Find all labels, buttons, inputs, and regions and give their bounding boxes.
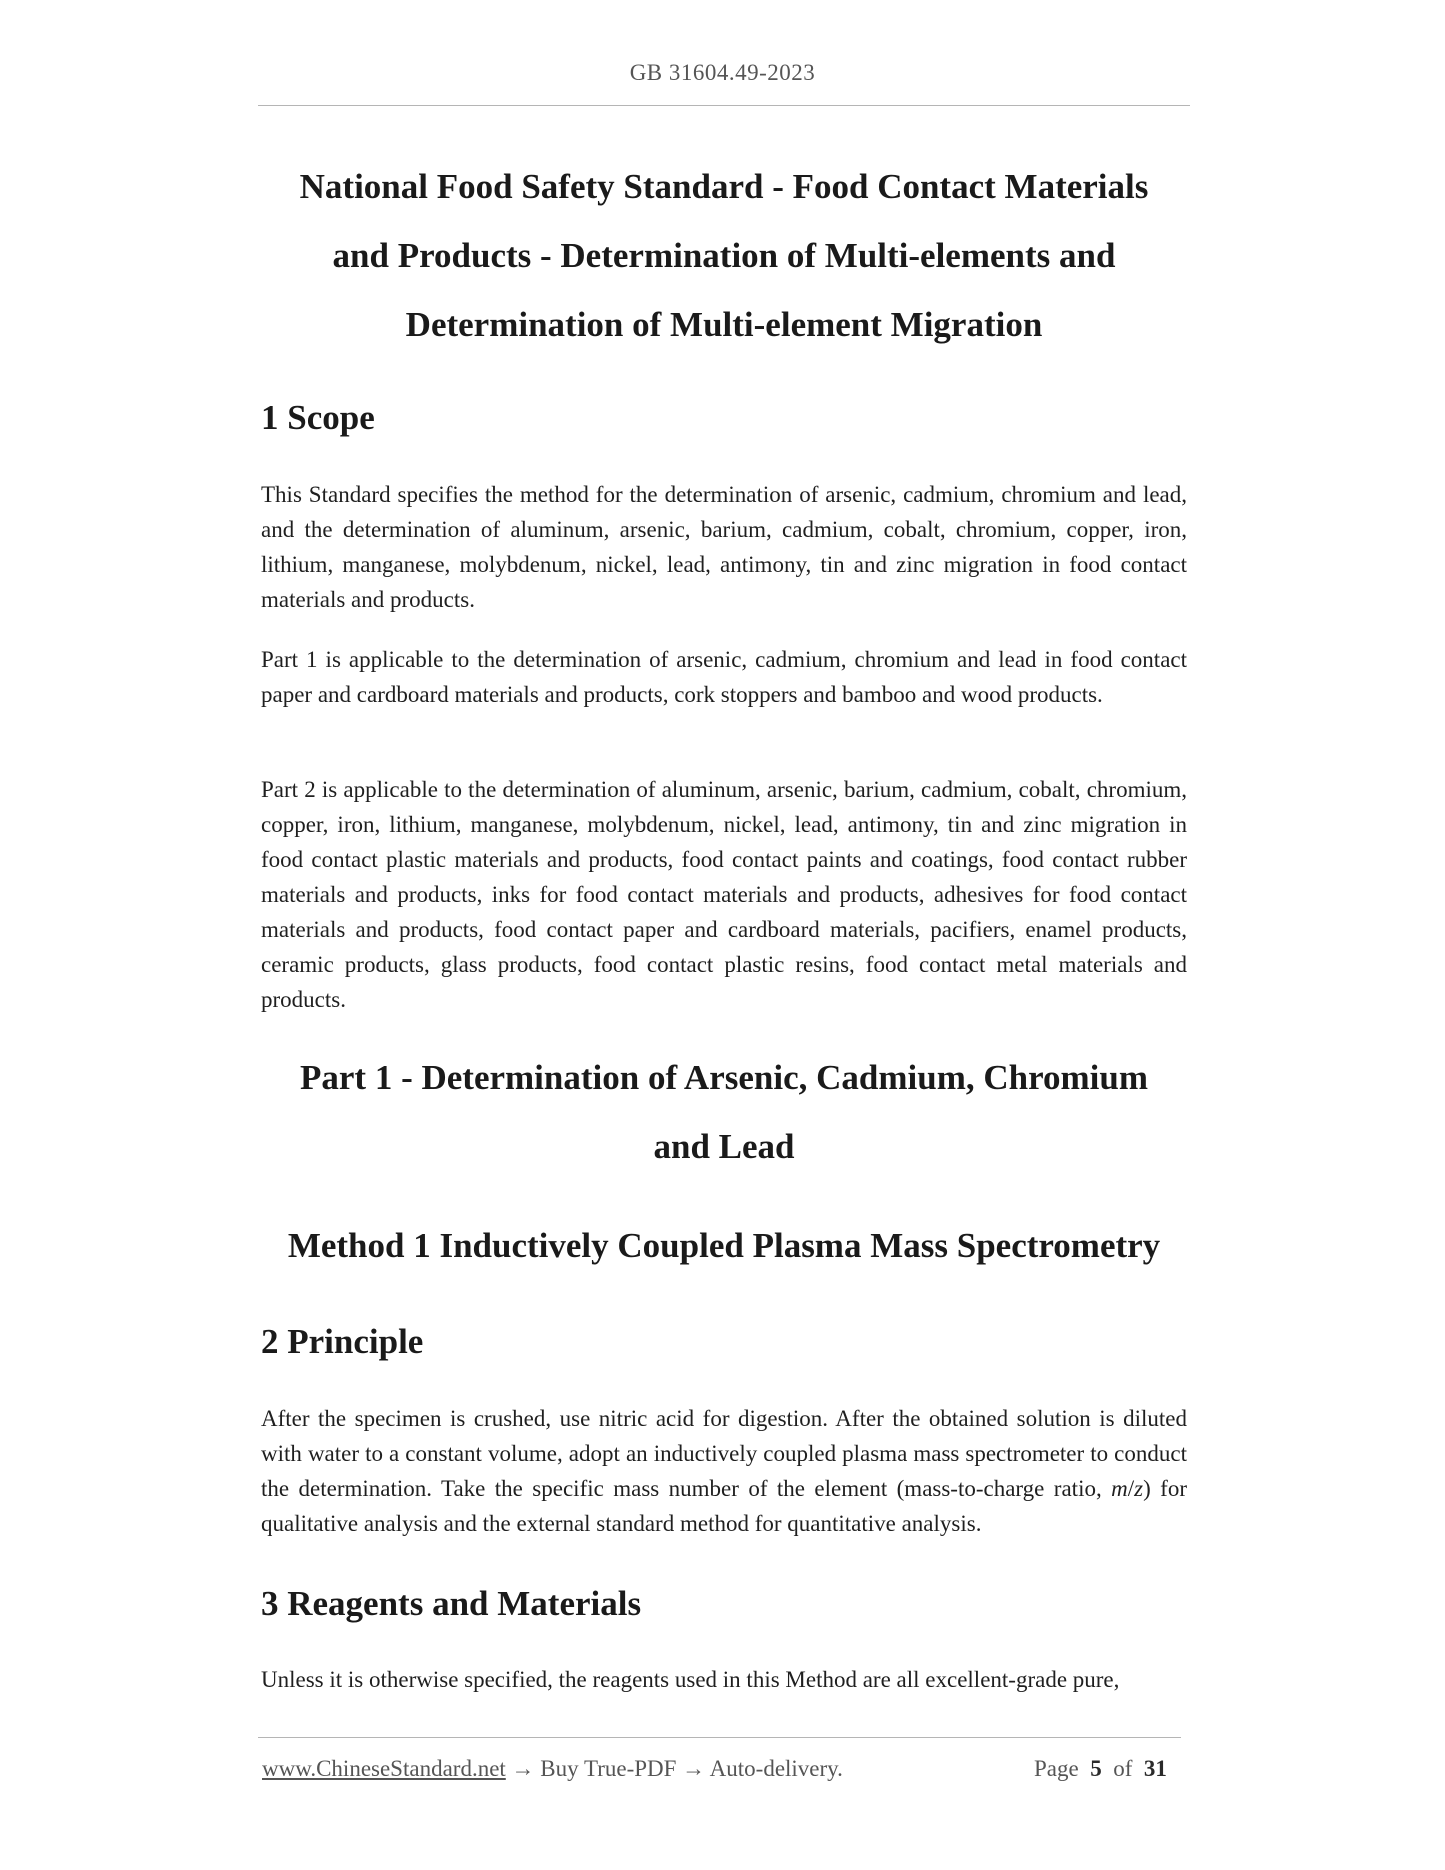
principle-text-start: After the specimen is crushed, use nitric acid for digestion. After the obtained solution is diluted with water to a constant volume, adopt an inductively coupled plasma mass spectrometer to conduct the determination. Take the specific mass number of the element (mass-to-charge ratio,: [261, 1406, 1187, 1501]
footer-website-link[interactable]: www.ChineseStandard.net: [262, 1756, 506, 1781]
page-header-code: GB 31604.49-2023: [629, 60, 816, 85]
page-label: Page: [1034, 1756, 1079, 1781]
part-1-title-line-2: and Lead: [653, 1127, 795, 1166]
header-divider: [258, 105, 1190, 106]
title-line-2: and Products - Determination of Multi-elements and: [332, 236, 1116, 275]
footer-buy-text: → Buy True-PDF → Auto-delivery.: [505, 1756, 843, 1781]
principle-paragraph: [261, 1401, 1187, 1541]
method-1-title: Method 1 Inductively Coupled Plasma Mass Spectrometry: [287, 1226, 1161, 1265]
section-heading-reagents: 3 Reagents and Materials: [261, 1584, 642, 1623]
footer-promo: [262, 1756, 843, 1782]
current-page: 5: [1090, 1756, 1102, 1781]
principle-z-italic: z: [1134, 1476, 1144, 1501]
part-1-title: [258, 1043, 1190, 1181]
of-label: of: [1113, 1756, 1133, 1781]
section-heading-scope: 1 Scope: [261, 398, 375, 437]
principle-m-italic: m: [1111, 1476, 1128, 1501]
part-1-title-line-1: Part 1 - Determination of Arsenic, Cadmium, Chromium: [300, 1058, 1148, 1097]
principle-slash: /: [1127, 1476, 1135, 1501]
scope-paragraph-2: Part 1 is applicable to the determination of arsenic, cadmium, chromium and lead in food contact paper and cardboard materials and products, cork stoppers and bamboo and wood products.: [261, 647, 1187, 707]
footer-divider: [258, 1737, 1181, 1738]
principle-text-end: ) for qualitative analysis and the external standard method for quantitative analysis.: [261, 1476, 1187, 1536]
title-line-1: National Food Safety Standard - Food Contact Materials: [299, 167, 1149, 206]
scope-paragraph-3: Part 2 is applicable to the determination of aluminum, arsenic, barium, cadmium, cobalt, chromium, copper, iron, lithium, manganese, molybdenum, nickel, lead, antimony, tin and zinc migration in food contact plastic materials and products, food contact paints and coatings, food contact rubber materials and products, inks for food contact materials and products, adhesives for food contact materials and products, food contact paper and cardboard materials, pacifiers, enamel products, ceramic products, glass products, food contact plastic resins, food contact metal materials and products.: [261, 777, 1187, 1012]
scope-paragraph-1: This Standard specifies the method for the determination of arsenic, cadmium, chromium and lead, and the determination of aluminum, arsenic, barium, cadmium, cobalt, chromium, copper, iron, lithium, manganese, molybdenum, nickel, lead, antimony, tin and zinc migration in food contact materials and products.: [261, 482, 1187, 612]
title-line-3: Determination of Multi-element Migration: [405, 305, 1043, 344]
reagents-paragraph: Unless it is otherwise specified, the reagents used in this Method are all excellent-grade pure,: [261, 1667, 1120, 1692]
page-number: [1034, 1756, 1167, 1782]
document-title: [258, 152, 1190, 359]
total-pages: 31: [1143, 1756, 1167, 1781]
section-heading-principle: 2 Principle: [261, 1322, 424, 1361]
